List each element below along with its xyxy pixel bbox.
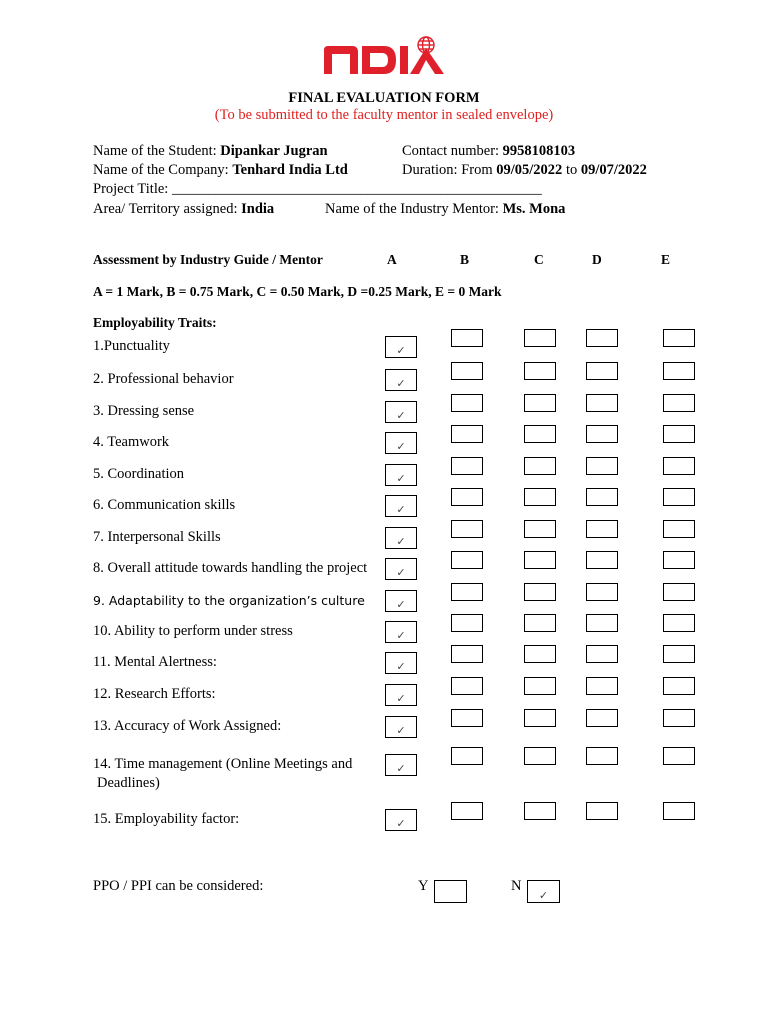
company-label: Name of the Company: xyxy=(93,162,233,178)
duration-to-word: to xyxy=(562,162,581,178)
checkmark-icon: ✓ xyxy=(396,629,406,642)
checkbox-e[interactable] xyxy=(663,362,695,380)
checkbox-a[interactable] xyxy=(385,495,417,517)
mentor-value: Ms. Mona xyxy=(502,201,566,217)
checkbox-b[interactable] xyxy=(451,362,483,380)
checkbox-c[interactable] xyxy=(524,520,556,538)
marking-scale: A = 1 Mark, B = 0.75 Mark, C = 0.50 Mark, D =0.25 Mark, E = 0 Mark xyxy=(93,284,502,299)
checkbox-e[interactable] xyxy=(663,394,695,412)
checkbox-a[interactable] xyxy=(385,621,417,643)
checkbox-d[interactable] xyxy=(586,802,618,820)
checkbox-c[interactable] xyxy=(524,709,556,727)
checkbox-b[interactable] xyxy=(451,645,483,663)
trait-label: 2. Professional behavior xyxy=(93,371,234,387)
checkbox-e[interactable] xyxy=(663,425,695,443)
checkbox-e[interactable] xyxy=(663,677,695,695)
project-title-blank[interactable]: ___________________________________________________ xyxy=(171,181,542,197)
checkbox-a[interactable] xyxy=(385,590,417,612)
checkbox-d[interactable] xyxy=(586,362,618,380)
checkbox-b[interactable] xyxy=(451,394,483,412)
checkbox-c[interactable] xyxy=(524,802,556,820)
column-header-a: A xyxy=(387,252,397,267)
assessment-heading: Assessment by Industry Guide / Mentor xyxy=(93,252,323,267)
checkbox-a[interactable] xyxy=(385,684,417,706)
company-line xyxy=(93,162,348,179)
checkbox-b[interactable] xyxy=(451,520,483,538)
ppo-label: PPO / PPI can be considered: xyxy=(93,878,264,894)
company-value: Tenhard India Ltd xyxy=(232,162,348,178)
checkbox-a[interactable] xyxy=(385,716,417,738)
checkmark-icon: ✓ xyxy=(538,889,549,902)
checkbox-c[interactable] xyxy=(524,457,556,475)
trait-label: 11. Mental Alertness: xyxy=(93,654,217,670)
checkbox-c[interactable] xyxy=(524,677,556,695)
trait-label: 14. Time management (Online Meetings and xyxy=(93,756,353,772)
checkbox-c[interactable] xyxy=(524,614,556,632)
checkbox-d[interactable] xyxy=(586,747,618,765)
form-subtitle: (To be submitted to the faculty mentor in sealed envelope) xyxy=(214,107,554,123)
trait-label: 4. Teamwork xyxy=(93,434,170,450)
checkbox-d[interactable] xyxy=(586,488,618,506)
column-header-e: E xyxy=(661,252,671,267)
checkmark-icon: ✓ xyxy=(396,344,406,357)
trait-label: 1.Punctuality xyxy=(93,338,170,354)
checkmark-icon: ✓ xyxy=(396,566,406,579)
area-label: Area/ Territory assigned: xyxy=(93,201,242,217)
checkbox-e[interactable] xyxy=(663,614,695,632)
checkbox-b[interactable] xyxy=(451,802,483,820)
checkmark-icon: ✓ xyxy=(396,503,406,516)
checkbox-e[interactable] xyxy=(663,488,695,506)
checkbox-b[interactable] xyxy=(451,583,483,601)
project-title-line xyxy=(93,181,542,198)
checkmark-icon: ✓ xyxy=(396,724,406,737)
checkbox-c[interactable] xyxy=(524,747,556,765)
trait-label: 3. Dressing sense xyxy=(93,403,195,419)
checkbox-b[interactable] xyxy=(451,425,483,443)
trait-label: 9. Adaptability to the organization’s culture xyxy=(93,593,365,608)
section-label: Employability Traits: xyxy=(93,315,217,330)
trait-label: 6. Communication skills xyxy=(93,497,236,513)
checkbox-a[interactable] xyxy=(385,527,417,549)
checkbox-a[interactable] xyxy=(385,336,417,358)
column-header-d: D xyxy=(592,252,602,267)
trait-label: 15. Employability factor: xyxy=(93,811,240,827)
checkbox-d[interactable] xyxy=(586,677,618,695)
checkmark-icon: ✓ xyxy=(396,598,406,611)
trait-label: 7. Interpersonal Skills xyxy=(93,529,221,545)
checkbox-d[interactable] xyxy=(586,457,618,475)
checkmark-icon: ✓ xyxy=(396,377,406,390)
trait-label: 13. Accuracy of Work Assigned: xyxy=(93,718,282,734)
checkbox-b[interactable] xyxy=(451,488,483,506)
column-header-b: B xyxy=(460,252,470,267)
checkmark-icon: ✓ xyxy=(396,409,406,422)
checkmark-icon: ✓ xyxy=(396,535,406,548)
checkbox-b[interactable] xyxy=(451,551,483,569)
checkbox-a[interactable] xyxy=(385,754,417,776)
checkbox-d[interactable] xyxy=(586,394,618,412)
form-title: FINAL EVALUATION FORM xyxy=(288,90,480,106)
mentor-label: Name of the Industry Mentor: xyxy=(325,201,503,217)
trait-label: 8. Overall attitude towards handling the project xyxy=(93,560,368,576)
checkbox-a[interactable] xyxy=(385,401,417,423)
ppo-yes-label: Y xyxy=(418,878,429,894)
checkbox-a[interactable] xyxy=(385,558,417,580)
checkbox-c[interactable] xyxy=(524,551,556,569)
checkbox-b[interactable] xyxy=(451,677,483,695)
checkbox-e[interactable] xyxy=(663,747,695,765)
checkbox-c[interactable] xyxy=(524,329,556,347)
checkbox-a[interactable] xyxy=(385,432,417,454)
checkbox-b[interactable] xyxy=(451,457,483,475)
trait-label: 5. Coordination xyxy=(93,466,185,482)
checkbox-a[interactable] xyxy=(385,369,417,391)
checkbox-d[interactable] xyxy=(586,425,618,443)
checkmark-icon: ✓ xyxy=(396,817,406,830)
checkbox-a[interactable] xyxy=(385,652,417,674)
ndim-logo xyxy=(322,36,446,78)
area-line xyxy=(93,201,274,218)
student-label: Name of the Student: xyxy=(93,143,221,159)
trait-label-line2: Deadlines) xyxy=(97,775,160,791)
checkbox-e[interactable] xyxy=(663,551,695,569)
checkbox-e[interactable] xyxy=(663,645,695,663)
duration-from: 09/05/2022 xyxy=(496,162,563,178)
checkbox-e[interactable] xyxy=(663,457,695,475)
checkbox-a[interactable] xyxy=(385,809,417,831)
checkmark-icon: ✓ xyxy=(396,660,406,673)
column-header-c: C xyxy=(534,252,544,267)
checkbox-c[interactable] xyxy=(524,394,556,412)
checkbox-d[interactable] xyxy=(586,329,618,347)
student-value: Dipankar Jugran xyxy=(220,143,328,159)
contact-line xyxy=(402,143,575,160)
checkbox-b[interactable] xyxy=(451,709,483,727)
trait-label: 10. Ability to perform under stress xyxy=(93,623,293,639)
duration-label: Duration: From xyxy=(402,162,497,178)
area-value: India xyxy=(241,201,275,217)
checkmark-icon: ✓ xyxy=(396,762,406,775)
duration-to: 09/07/2022 xyxy=(580,162,647,178)
checkbox-b[interactable] xyxy=(451,329,483,347)
checkbox-d[interactable] xyxy=(586,645,618,663)
mentor-line xyxy=(325,201,565,218)
duration-line xyxy=(402,162,647,179)
checkbox-d[interactable] xyxy=(586,614,618,632)
checkmark-icon: ✓ xyxy=(396,472,406,485)
contact-label: Contact number: xyxy=(402,143,503,159)
ppo-no-label: N xyxy=(511,878,522,894)
checkbox-e[interactable] xyxy=(663,583,695,601)
checkbox-d[interactable] xyxy=(586,551,618,569)
checkbox-c[interactable] xyxy=(524,488,556,506)
contact-value: 9958108103 xyxy=(502,143,576,159)
checkbox-e[interactable] xyxy=(663,520,695,538)
ppo-yes-checkbox[interactable] xyxy=(434,880,467,903)
checkbox-b[interactable] xyxy=(451,747,483,765)
checkbox-b[interactable] xyxy=(451,614,483,632)
checkbox-c[interactable] xyxy=(524,583,556,601)
ppo-no-checkbox[interactable] xyxy=(527,880,560,903)
student-name-line xyxy=(93,143,328,160)
checkbox-d[interactable] xyxy=(586,709,618,727)
checkbox-c[interactable] xyxy=(524,362,556,380)
checkbox-e[interactable] xyxy=(663,329,695,347)
checkbox-a[interactable] xyxy=(385,464,417,486)
checkbox-d[interactable] xyxy=(586,583,618,601)
project-label: Project Title: xyxy=(93,181,172,197)
checkmark-icon: ✓ xyxy=(396,692,406,705)
checkmark-icon: ✓ xyxy=(396,440,406,453)
checkbox-c[interactable] xyxy=(524,645,556,663)
checkbox-c[interactable] xyxy=(524,425,556,443)
checkbox-e[interactable] xyxy=(663,709,695,727)
checkbox-e[interactable] xyxy=(663,802,695,820)
checkbox-d[interactable] xyxy=(586,520,618,538)
trait-label: 12. Research Efforts: xyxy=(93,686,216,702)
